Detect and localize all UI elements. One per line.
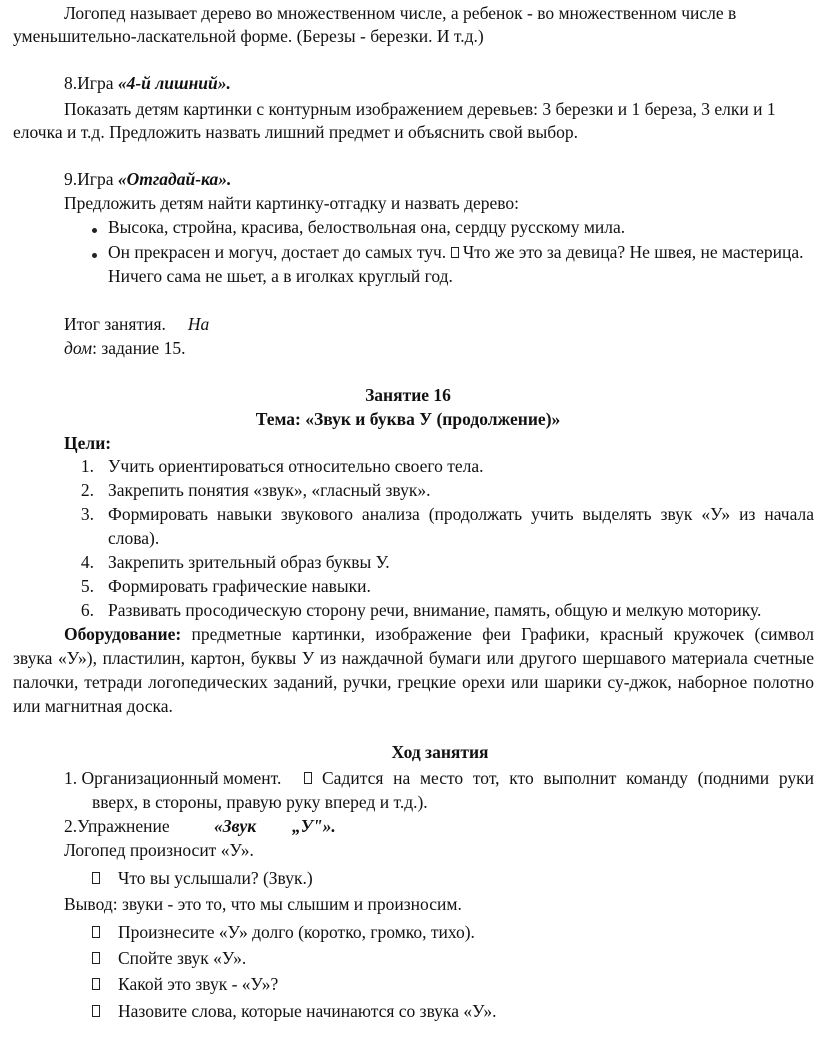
checkbox-glyph-icon <box>92 872 100 884</box>
question-line: Что вы услышали? (Звук.) <box>118 868 313 888</box>
step-2-title-2: „У"». <box>292 816 336 836</box>
intro-line-1: Логопед называет дерево во множественном числе, а ребенок - во множественном числе в <box>64 3 737 23</box>
equipment-line-1 <box>64 623 814 645</box>
bullet-dot <box>92 228 97 233</box>
riddle-2b: Что же это за девица? Не швея, не мастерица. <box>462 242 804 262</box>
checkbox-glyph-icon <box>92 926 100 938</box>
goal-number: 3. <box>80 504 94 524</box>
missing-glyph-icon <box>304 772 312 784</box>
task-item: Спойте звук «У». <box>118 948 247 968</box>
goal-item: Развивать просодическую сторону речи, внимание, память, общую и мелкую моторику. <box>108 600 762 620</box>
goal-number: 5. <box>80 576 94 596</box>
game9-prefix: 9.Игра <box>64 169 118 189</box>
goal-number: 2. <box>80 480 94 500</box>
goal-number: 1. <box>80 456 94 476</box>
game8-line-1: Показать детям картинки с контурным изображением деревьев: 3 березки и 1 береза, 3 елки и 1 <box>64 99 776 119</box>
game9-title: «Отгадай-ка». <box>117 169 232 189</box>
game8-prefix: 8.Игра <box>64 73 118 93</box>
step-2-title-1: «Звук <box>214 816 257 836</box>
goal-item: Формировать навыки звукового анализа (продолжать учить выделять звук «У» из начала <box>108 504 814 524</box>
summary-line-2 <box>64 337 185 359</box>
step-1-part-b: Садится на место тот, кто выполнит команду (подними руки <box>322 768 814 788</box>
riddle-2a: Он прекрасен и могуч, достает до самых туч. <box>108 242 447 262</box>
game9-heading <box>64 168 231 190</box>
summary-label: Итог занятия. <box>64 314 166 334</box>
goal-item-cont: слова). <box>108 528 160 548</box>
goals-label: Цели: <box>64 433 112 453</box>
summary-home-italic: На <box>187 314 210 334</box>
missing-glyph-icon <box>451 247 459 258</box>
checkbox-glyph-icon <box>92 978 100 990</box>
step-1-part-a: 1. Организационный момент. <box>64 768 282 788</box>
goal-number: 6. <box>80 600 94 620</box>
equipment-label: Оборудование: <box>64 624 182 644</box>
riddle-2-line-2: Ничего сама не шьет, а в иголках круглый год. <box>108 266 453 286</box>
game8-heading <box>64 72 231 94</box>
riddle-2-line-1 <box>108 241 804 263</box>
goal-number: 4. <box>80 552 94 572</box>
task-item: Какой это звук - «У»? <box>118 974 279 994</box>
lesson-number: Занятие 16 <box>365 385 451 405</box>
equipment-text-1: предметные картинки, изображение феи Графики, красный кружочек (символ <box>181 624 814 644</box>
step-1-part-c: вверх, в стороны, правую руку вперед и т.д.). <box>92 792 428 812</box>
task-item: Произнесите «У» долго (коротко, громко, тихо). <box>118 922 475 942</box>
riddle-1: Высока, стройна, красива, белоствольная она, сердцу русскому мила. <box>108 217 626 237</box>
summary-line-1 <box>64 313 209 335</box>
goal-item: Учить ориентироваться относительно своего тела. <box>108 456 484 476</box>
game9-line-1: Предложить детям найти картинку-отгадку и назвать дерево: <box>64 193 520 213</box>
summary-home-rest: : задание 15. <box>92 338 186 358</box>
game8-title: «4-й лишний». <box>117 73 231 93</box>
lesson-topic: Тема: «Звук и буква У (продолжение)» <box>255 409 561 429</box>
goal-item: Формировать графические навыки. <box>108 576 371 596</box>
bullet-dot <box>92 253 97 258</box>
equipment-line-3: палочки, тетради логопедических заданий, ручки, грецкие орехи или шарики су-джок, наборное полотно <box>13 672 814 692</box>
task-item: Назовите слова, которые начинаются со звука «У». <box>118 1001 497 1021</box>
goal-item: Закрепить зрительный образ буквы У. <box>108 552 390 572</box>
conclusion-line: Вывод: звуки - это то, что мы слышим и произносим. <box>64 894 462 914</box>
checkbox-glyph-icon <box>92 952 100 964</box>
course-title: Ход занятия <box>391 742 489 762</box>
game8-line-2: елочка и т.д. Предложить назвать лишний предмет и объяснить свой выбор. <box>13 122 579 142</box>
equipment-line-4: или магнитная доска. <box>13 696 173 716</box>
equipment-line-2: звука «У»), пластилин, картон, буквы У из наждачной бумаги или другого шершавого материала счетные <box>13 648 814 668</box>
speech-line: Логопед произносит «У». <box>64 840 254 860</box>
step-2-prefix: 2.Упражнение <box>64 816 170 836</box>
checkbox-glyph-icon <box>92 1005 100 1017</box>
summary-home-italic-2: дом <box>64 338 93 358</box>
intro-line-2: уменьшительно-ласкательной форме. (Березы - березки. И т.д.) <box>13 26 484 46</box>
goal-item: Закрепить понятия «звук», «гласный звук». <box>108 480 431 500</box>
